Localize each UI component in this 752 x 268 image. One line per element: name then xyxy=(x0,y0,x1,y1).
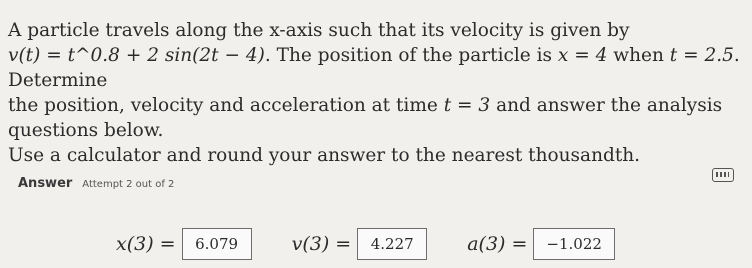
problem-text: and answer the analysis questions below. xyxy=(8,95,723,141)
problem-text: . Determine xyxy=(8,45,740,91)
keyboard-icon[interactable] xyxy=(712,168,734,182)
problem-text: when xyxy=(613,45,664,66)
answer-title: Answer xyxy=(18,176,73,191)
evaluation-time: t = 3 xyxy=(443,95,491,116)
position-condition: x = 4 xyxy=(557,45,608,66)
velocity-expression: v(t) = t^0.8 + 2 sin(2t − 4) xyxy=(8,45,265,66)
position-answer xyxy=(116,228,252,260)
problem-line-4 xyxy=(8,143,746,168)
position-answer-field[interactable]: 6.079 xyxy=(182,228,252,260)
time-condition: t = 2.5 xyxy=(669,45,734,66)
answer-label: v(3) = xyxy=(291,233,352,255)
problem-line-2 xyxy=(8,43,746,93)
problem-line-3 xyxy=(8,93,746,143)
problem-text: the position, velocity and acceleration at time xyxy=(8,95,438,116)
problem-line-1 xyxy=(8,18,746,43)
answer-row xyxy=(116,228,655,260)
velocity-answer-field[interactable]: 4.227 xyxy=(357,228,427,260)
acceleration-answer-field[interactable]: −1.022 xyxy=(533,228,615,260)
answer-label: a(3) = xyxy=(467,233,528,255)
problem-statement xyxy=(8,18,746,168)
acceleration-answer xyxy=(467,228,615,260)
answer-label: x(3) = xyxy=(116,233,176,255)
problem-text: . The position of the particle is xyxy=(264,45,553,66)
velocity-answer xyxy=(292,228,428,260)
answer-header xyxy=(18,176,174,191)
attempt-counter: Attempt 2 out of 2 xyxy=(82,179,175,190)
problem-text: Use a calculator and round your answer to the nearest thousandth. xyxy=(8,145,641,166)
problem-text: A particle travels along the x-axis such that its velocity is given by xyxy=(8,20,630,41)
